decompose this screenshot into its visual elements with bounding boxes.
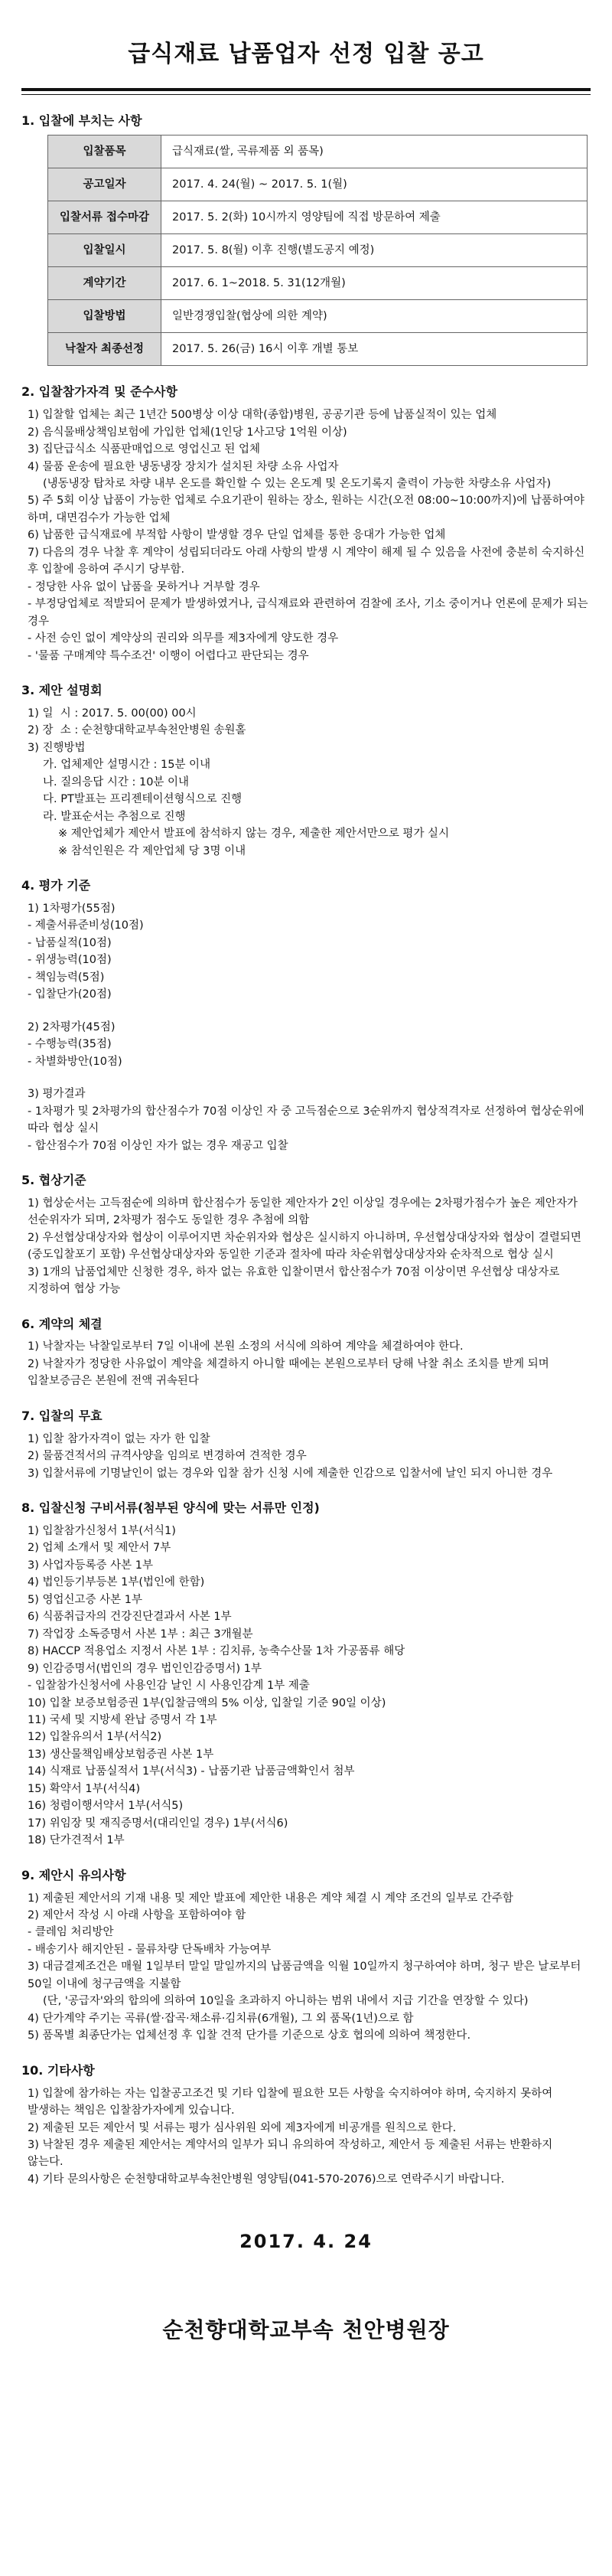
text-line: 17) 위임장 및 재직증명서(대리인일 경우) 1부(서식6) xyxy=(28,1817,288,1830)
text-line: 2) 장 소 : 순천향대학교부속천안병원 송원홀 xyxy=(28,724,246,737)
text-line: - 책임능력(5점) xyxy=(28,971,105,984)
section-heading: 2. 입찰참가자격 및 준수사항 xyxy=(21,384,177,400)
issuer-name: 순천향대학교부속 천안병원장 xyxy=(162,2316,450,2343)
text-line: 5) 품목별 최종단가는 업체선정 후 입찰 견적 단가를 기준으로 상호 협의에 의하여 책정한다. xyxy=(28,2029,471,2042)
text-line: - 위생능력(10점) xyxy=(28,954,112,967)
info-label: 입찰방법 xyxy=(48,300,161,333)
section-heading: 5. 협상기준 xyxy=(21,1173,86,1188)
info-row xyxy=(48,201,588,234)
text-line: 14) 식재료 납품실적서 1부(서식3) - 납품기관 납품금액확인서 첨부 xyxy=(28,1765,355,1778)
section-other xyxy=(21,2062,591,2189)
spacer xyxy=(21,1004,591,1019)
section-heading: 9. 제안시 유의사항 xyxy=(21,1867,126,1882)
info-value: 2017. 5. 8(월) 이후 진행(별도공지 예정) xyxy=(161,234,588,267)
text-line: ※ 참석인원은 각 제안업체 당 3명 이내 xyxy=(58,844,246,857)
text-line: 6) 납품한 급식재료에 부적합 사항이 발생할 경우 단일 업체를 통한 응대가 가능한 업체 xyxy=(28,529,446,542)
text-line: 10) 입찰 보증보험증권 1부(입찰금액의 5% 이상, 입찰일 기준 90일 이상) xyxy=(28,1696,386,1709)
text-line: 5) 영업신고증 사본 1부 xyxy=(28,1593,142,1606)
section-documents xyxy=(21,1499,591,1850)
text-line: - 수행능력(35점) xyxy=(28,1038,112,1051)
text-line: 2) 제안서 작성 시 아래 사항을 포함하여야 함 xyxy=(28,1909,246,1922)
section-body xyxy=(21,900,591,1004)
text-line: 1) 입찰할 업체는 최근 1년간 500병상 이상 대학(종합)병원, 공공기관 등에 납품실적이 있는 업체 xyxy=(28,409,497,422)
info-row xyxy=(48,300,588,333)
text-line: 9) 인감증명서(법인의 경우 법인인감증명서) 1부 xyxy=(28,1662,262,1675)
text-line: 4) 기타 문의사항은 순천향대학교부속천안병원 영양팀(041-570-2076)으로 연락주시기 바랍니다. xyxy=(28,2173,505,2186)
text-line: - 1차평가 및 2차평가의 합산점수가 70점 이상인 자 중 고득점순으로 3순위까지 협상적격자로 선정하여 협상순위에 따라 협상 실시 xyxy=(28,1105,588,1135)
text-line: 1) 1차평가(55점) xyxy=(28,902,116,915)
notice-date: 2017. 4. 24 xyxy=(239,2231,373,2253)
section-negotiation xyxy=(21,1171,591,1298)
text-line: 8) HACCP 적용업소 지정서 사본 1부 : 김치류, 농축수산물 1차 가공품류 해당 xyxy=(28,1645,405,1658)
info-value: 2017. 5. 26(금) 16시 이후 개별 통보 xyxy=(161,333,588,366)
text-line: 나. 질의응답 시간 : 10분 이내 xyxy=(43,775,190,788)
text-line: (단, '공급자'와의 합의에 의하여 10일을 초과하지 아니하는 범위 내에서 지급 기간을 연장할 수 있다) xyxy=(43,1995,529,2008)
text-line: 가. 업체제안 설명시간 : 15분 이내 xyxy=(43,759,211,772)
info-row xyxy=(48,168,588,201)
text-line: 3) 낙찰된 경우 제출된 제안서는 계약서의 일부가 되니 유의하여 작성하고, 제안서 등 제출된 서류는 반환하지 않는다. xyxy=(28,2138,556,2169)
page-title: 급식재료 납품업자 선정 입찰 공고 xyxy=(128,41,484,67)
section-qualifications xyxy=(21,383,591,664)
section-body xyxy=(21,1431,591,1482)
section-heading: 4. 평가 기준 xyxy=(21,878,91,893)
text-line: 4) 단가계약 주기는 곡류(쌀·잡곡·채소류·김치류(6개월), 그 외 품목(1년)으로 함 xyxy=(28,2012,414,2025)
text-line: 3) 1개의 납품업체만 신청한 경우, 하자 없는 유효한 입찰이면서 합산점수가 70점 이상이면 우선협상 대상자로 지정하여 협상 가능 xyxy=(28,1265,563,1296)
section-proposal-notes xyxy=(21,1866,591,2045)
text-line: 2) 2차평가(45점) xyxy=(28,1020,116,1033)
text-line: - 사전 승인 없이 계약상의 권리와 의무를 제3자에게 양도한 경우 xyxy=(28,632,339,645)
title-divider-thin xyxy=(21,94,591,95)
text-line: 1) 낙찰자는 낙찰일로부터 7일 이내에 본원 소정의 서식에 의하여 계약을 체결하여야 한다. xyxy=(28,1340,464,1353)
text-line: - 차별화방안(10점) xyxy=(28,1055,122,1068)
text-line: 2) 음식물배상책임보험에 가입한 업체(1인당 1사고당 1억원 이상) xyxy=(28,426,347,439)
section-contract xyxy=(21,1315,591,1390)
text-line: 3) 입찰서류에 기명날인이 없는 경우와 입찰 참가 신청 시에 제출한 인감으로 입찰서에 날인 되지 아니한 경우 xyxy=(28,1467,553,1480)
text-line: - 합산점수가 70점 이상인 자가 없는 경우 재공고 입찰 xyxy=(28,1139,288,1152)
bid-info-table xyxy=(47,135,588,366)
section-heading: 10. 기타사항 xyxy=(21,2062,95,2078)
info-value: 2017. 6. 1~2018. 5. 31(12개월) xyxy=(161,267,588,300)
text-line: 1) 제출된 제안서의 기재 내용 및 제안 발표에 제안한 내용은 계약 체결 시 계약 조건의 일부로 간주함 xyxy=(28,1892,513,1905)
text-line: - 부정당업체로 적발되어 문제가 발생하였거나, 급식재료와 관련하여 검찰에 조사, 기소 중이거나 언론에 문제가 되는 경우 xyxy=(28,598,592,628)
text-line: 4) 법인등기부등본 1부(법인에 한함) xyxy=(28,1576,205,1589)
info-label: 계약기간 xyxy=(48,267,161,300)
text-line: 1) 일 시 : 2017. 5. 00(00) 00시 xyxy=(28,707,197,720)
text-line: 2) 물품견적서의 규격사양을 임의로 변경하여 견적한 경우 xyxy=(28,1450,307,1463)
info-label: 입찰서류 접수마감 xyxy=(48,201,161,234)
text-line: (냉동냉장 탑차로 차량 내부 온도를 확인할 수 있는 온도계 및 온도기록지 출력이 가능한 차량소유 사업자) xyxy=(43,477,552,490)
text-line: 7) 작업장 소독증명서 사본 1부 : 최근 3개월분 xyxy=(28,1628,253,1641)
text-line: 2) 낙찰자가 정당한 사유없이 계약을 체결하지 아니할 때에는 본원으로부터 당해 낙찰 취소 조치를 받게 되며 입찰보증금은 본원에 전액 귀속된다 xyxy=(28,1357,553,1388)
text-line: 13) 생산물책임배상보험증권 사본 1부 xyxy=(28,1748,214,1761)
section-evaluation xyxy=(21,877,591,1154)
text-line: - 클레임 처리방안 xyxy=(28,1926,114,1939)
section-body xyxy=(21,2085,591,2189)
section-body xyxy=(21,1338,591,1389)
section-briefing xyxy=(21,681,591,860)
text-line: 3) 대금결제조건은 매월 1일부터 말일 말일까지의 납품금액을 익월 10일까지 청구하여야 하며, 청구 받은 날로부터 50일 이내에 청구금액을 지불함 xyxy=(28,1961,584,1990)
info-label: 입찰품목 xyxy=(48,135,161,168)
text-line: 3) 사업자등록증 사본 1부 xyxy=(28,1559,153,1572)
text-line: 2) 우선협상대상자와 협상이 이루어지면 차순위자와 협상은 실시하지 아니하며, 우선협상대상자와 협상이 결렬되면(중도입찰포기 포함) 우선협상대상자와 동일한 기준과 절차에 따라 차순위협상대상자와 순차적으로 협상 실시 xyxy=(28,1231,581,1262)
title-divider-thick xyxy=(21,88,591,91)
text-line: 1) 입찰에 참가하는 자는 입찰공고조건 및 기타 입찰에 필요한 모든 사항을 숙지하여야 하며, 숙지하지 못하여 발생하는 책임은 입찰참가자에게 있습니다. xyxy=(28,2087,556,2117)
section-body xyxy=(21,1523,591,1850)
info-value: 급식재료(쌀, 곡류제품 외 품목) xyxy=(161,135,588,168)
info-row xyxy=(48,333,588,366)
text-line: 3) 평가결과 xyxy=(28,1088,86,1101)
text-line: - 정당한 사유 없이 납품을 못하거나 거부할 경우 xyxy=(28,580,260,593)
section-heading: 7. 입찰의 무효 xyxy=(21,1408,103,1423)
text-line: 16) 청렴이행서약서 1부(서식5) xyxy=(28,1800,184,1813)
info-value: 2017. 4. 24(월) ~ 2017. 5. 1(월) xyxy=(161,168,588,201)
section-invalid-bid xyxy=(21,1407,591,1482)
text-line: 다. PT발표는 프리젠테이션형식으로 진행 xyxy=(43,793,243,806)
text-line: 2) 업체 소개서 및 제안서 7부 xyxy=(28,1542,171,1555)
text-line: 1) 입찰 참가자격이 없는 자가 한 입찰 xyxy=(28,1432,210,1445)
text-line: 18) 단가견적서 1부 xyxy=(28,1834,125,1847)
text-line: 5) 주 5회 이상 납품이 가능한 업체로 수요기관이 원하는 장소, 원하는 시간(오전 08:00~10:00까지)에 납품하여야 하며, 대면검수가 가능한 업체 xyxy=(28,495,588,524)
section-body xyxy=(21,406,591,664)
text-line: 1) 협상순서는 고득점순에 의하며 합산점수가 동일한 제안자가 2인 이상일 경우에는 2차평가점수가 높은 제안자가 선순위자가 되며, 2차평가 점수도 동일한 경우 추첨에 의함 xyxy=(28,1197,581,1227)
text-line: 7) 다음의 경우 낙찰 후 계약이 성립되더라도 아래 사항의 발생 시 계약이 해제 될 수 있음을 사전에 충분히 숙지하신 후 입찰에 응하여 주시기 당부함. xyxy=(28,546,588,576)
spacer xyxy=(21,1070,591,1086)
text-line: 라. 발표순서는 추첨으로 진행 xyxy=(43,810,186,823)
text-line: - 배송기사 해지안된 - 물류차량 단독배차 가능여부 xyxy=(28,1943,272,1956)
text-line: - 납품실적(10점) xyxy=(28,936,112,949)
info-row xyxy=(48,234,588,267)
section-body xyxy=(21,1086,591,1154)
text-line: - '물품 구매계약 특수조건' 이행이 어렵다고 판단되는 경우 xyxy=(28,649,309,662)
text-line: - 제출서류준비성(10점) xyxy=(28,919,144,932)
text-line: 3) 집단급식소 식품판매업으로 영업신고 된 업체 xyxy=(28,443,261,456)
section-body xyxy=(21,1019,591,1070)
section-body xyxy=(21,1890,591,2045)
info-value: 2017. 5. 2(화) 10시까지 영양팀에 직접 방문하여 제출 xyxy=(161,201,588,234)
section-heading: 1. 입찰에 부치는 사항 xyxy=(21,113,142,128)
text-line: 1) 입찰참가신청서 1부(서식1) xyxy=(28,1524,176,1537)
section-heading: 6. 계약의 체결 xyxy=(21,1316,103,1331)
info-label: 낙찰자 최종선정 xyxy=(48,333,161,366)
text-line: 15) 확약서 1부(서식4) xyxy=(28,1782,141,1795)
text-line: 2) 제출된 모든 제안서 및 서류는 평가 심사위원 외에 제3자에게 비공개를 원칙으로 한다. xyxy=(28,2121,457,2134)
section-bid-items xyxy=(21,112,591,367)
text-line: 6) 식품취급자의 건강진단결과서 사본 1부 xyxy=(28,1611,232,1624)
section-heading: 8. 입찰신청 구비서류(첨부된 양식에 맞는 서류만 인정) xyxy=(21,1500,320,1516)
text-line: 12) 입찰유의서 1부(서식2) xyxy=(28,1731,162,1744)
info-label: 입찰일시 xyxy=(48,234,161,267)
info-row xyxy=(48,267,588,300)
info-value: 일반경쟁입찰(협상에 의한 계약) xyxy=(161,300,588,333)
info-label: 공고일자 xyxy=(48,168,161,201)
text-line: 4) 물품 운송에 필요한 냉동냉장 장치가 설치된 차량 소유 사업자 xyxy=(28,460,339,473)
text-line: - 입찰참가신청서에 사용인감 날인 시 사용인감계 1부 제출 xyxy=(28,1680,310,1693)
info-row xyxy=(48,135,588,168)
section-body xyxy=(21,1195,591,1298)
section-heading: 3. 제안 설명회 xyxy=(21,683,103,698)
text-line: - 입찰단가(20점) xyxy=(28,988,112,1001)
text-line: 11) 국세 및 지방세 완납 증명서 각 1부 xyxy=(28,1714,217,1726)
text-line: 3) 진행방법 xyxy=(28,741,86,754)
section-body xyxy=(21,705,591,860)
text-line: ※ 제안업체가 제안서 발표에 참석하지 않는 경우, 제출한 제안서만으로 평가 실시 xyxy=(58,828,450,841)
